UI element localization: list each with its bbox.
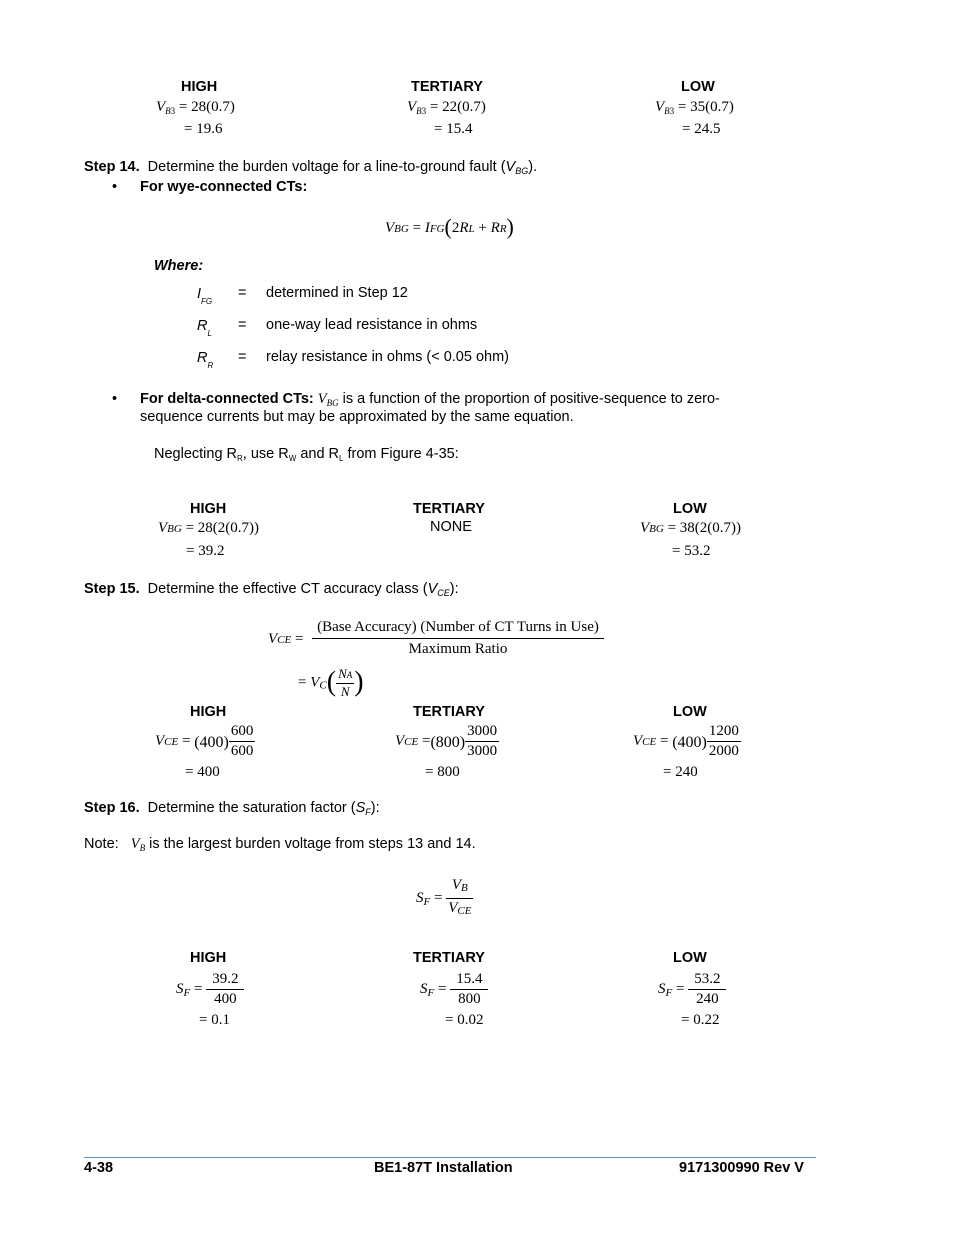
s16-low-result: = 0.22	[681, 1012, 720, 1028]
def-rr-text: relay resistance in ohms (< 0.05 ohm)	[266, 349, 509, 365]
neglecting-note: Neglecting $R_R$, use $R_W$ and $R_L$ from Figure 4-35:	[154, 446, 459, 463]
s14-low-eq: VBG = 38(2(0.7))	[640, 520, 742, 536]
step15-heading: Step 15. Determine the effective CT accuracy class $(V_{CE})$:	[84, 581, 459, 598]
top-low-result: = 24.5	[682, 121, 721, 137]
vce-na-over-n: = VC( $\frac{NA}{N}$ )	[298, 666, 364, 699]
bullet-wye: •	[112, 179, 118, 195]
top-low-eq: $V_{B3} = 35(0.7)$	[655, 99, 734, 116]
bullet-delta: •	[112, 391, 118, 407]
s16-tertiary-eq: $S_F$ = $\frac{15.4}{800}$	[420, 970, 488, 1009]
def-rl-text: one-way lead resistance in ohms	[266, 317, 478, 333]
where-label: Where:	[154, 258, 204, 274]
s16-high-heading: HIGH	[190, 950, 227, 966]
s14-high-heading: HIGH	[190, 501, 227, 517]
vbg-equation: VBG = IFG(2RL + RR)	[385, 214, 514, 239]
bullet-wye-label: For wye-connected CTs:	[140, 179, 308, 195]
def-ifg-symbol: $I_{FG}$	[197, 286, 213, 306]
def-rl-symbol: $R_L$	[197, 318, 212, 338]
s16-tertiary-result: = 0.02	[445, 1012, 484, 1028]
s15-high-eq: VCE = (400) $\frac{600}{600}$	[155, 723, 254, 759]
s15-high-result: = 400	[185, 764, 220, 780]
def-rr-eq: =	[238, 349, 247, 365]
def-ifg-eq: =	[238, 285, 247, 301]
top-high-result: = 19.6	[184, 121, 223, 137]
s14-tertiary-none: NONE	[430, 519, 472, 535]
s15-low-result: = 240	[663, 764, 698, 780]
footer-page-number: 4-38	[84, 1160, 114, 1176]
s14-high-result: = 39.2	[186, 543, 225, 559]
top-tertiary-result: = 15.4	[434, 121, 473, 137]
s15-low-eq: VCE = (400) $\frac{1200}{2000}$	[633, 723, 739, 759]
s16-high-eq: $S_F$ = $\frac{39.2}{400}$	[176, 970, 244, 1009]
top-high-eq: $V_{B3} = 28(0.7)$	[156, 99, 235, 116]
footer-rule	[84, 1157, 816, 1158]
footer-title: BE1-87T Installation	[374, 1160, 513, 1176]
s14-high-eq: VBG = 28(2(0.7))	[158, 520, 260, 536]
top-low-heading: LOW	[681, 79, 715, 95]
s16-low-heading: LOW	[673, 950, 707, 966]
s14-tertiary-heading: TERTIARY	[413, 501, 485, 517]
footer-doc-number: 9171300990 Rev V	[679, 1160, 804, 1176]
s15-tertiary-heading: TERTIARY	[413, 704, 485, 720]
bullet-delta-line2: sequence currents but may be approximated by the same equation.	[140, 409, 574, 425]
step16-heading: Step 16. Determine the saturation factor $(S_F)$:	[84, 800, 380, 817]
def-rr-symbol: $R_R$	[197, 350, 214, 370]
def-ifg-text: determined in Step 12	[266, 285, 408, 301]
s15-tertiary-eq: VCE =(800) $\frac{3000}{3000}$	[395, 723, 498, 759]
top-tertiary-heading: TERTIARY	[411, 79, 483, 95]
top-tertiary-eq: $V_{B3} = 22(0.7)$	[407, 99, 486, 116]
s16-low-eq: $S_F$ = $\frac{53.2}{240}$	[658, 970, 726, 1009]
s14-low-heading: LOW	[673, 501, 707, 517]
vce-lhs: VCE =	[268, 631, 304, 647]
step16-note: Note: $V_B$ is the largest burden voltage from steps 13 and 14.	[84, 836, 476, 853]
s14-low-result: = 53.2	[672, 543, 711, 559]
vce-fraction: (Base Accuracy) (Number of CT Turns in Use) Maximum Ratio	[312, 619, 604, 658]
top-high-heading: HIGH	[181, 79, 218, 95]
s15-tertiary-result: = 800	[425, 764, 460, 780]
s15-low-heading: LOW	[673, 704, 707, 720]
bullet-delta-line1: For delta-connected CTs: $V_{BG}$ is a function of the proportion of positive-sequence to zero-	[140, 391, 720, 408]
sf-equation: $S_F$ = $\frac{VB}{\text{VCE}}$	[416, 877, 472, 917]
s16-tertiary-heading: TERTIARY	[413, 950, 485, 966]
step14-heading: Step 14. Determine the burden voltage for a line-to-ground fault $(V_{BG})$.	[84, 159, 538, 176]
def-rl-eq: =	[238, 317, 247, 333]
s15-high-heading: HIGH	[190, 704, 227, 720]
s16-high-result: = 0.1	[199, 1012, 230, 1028]
